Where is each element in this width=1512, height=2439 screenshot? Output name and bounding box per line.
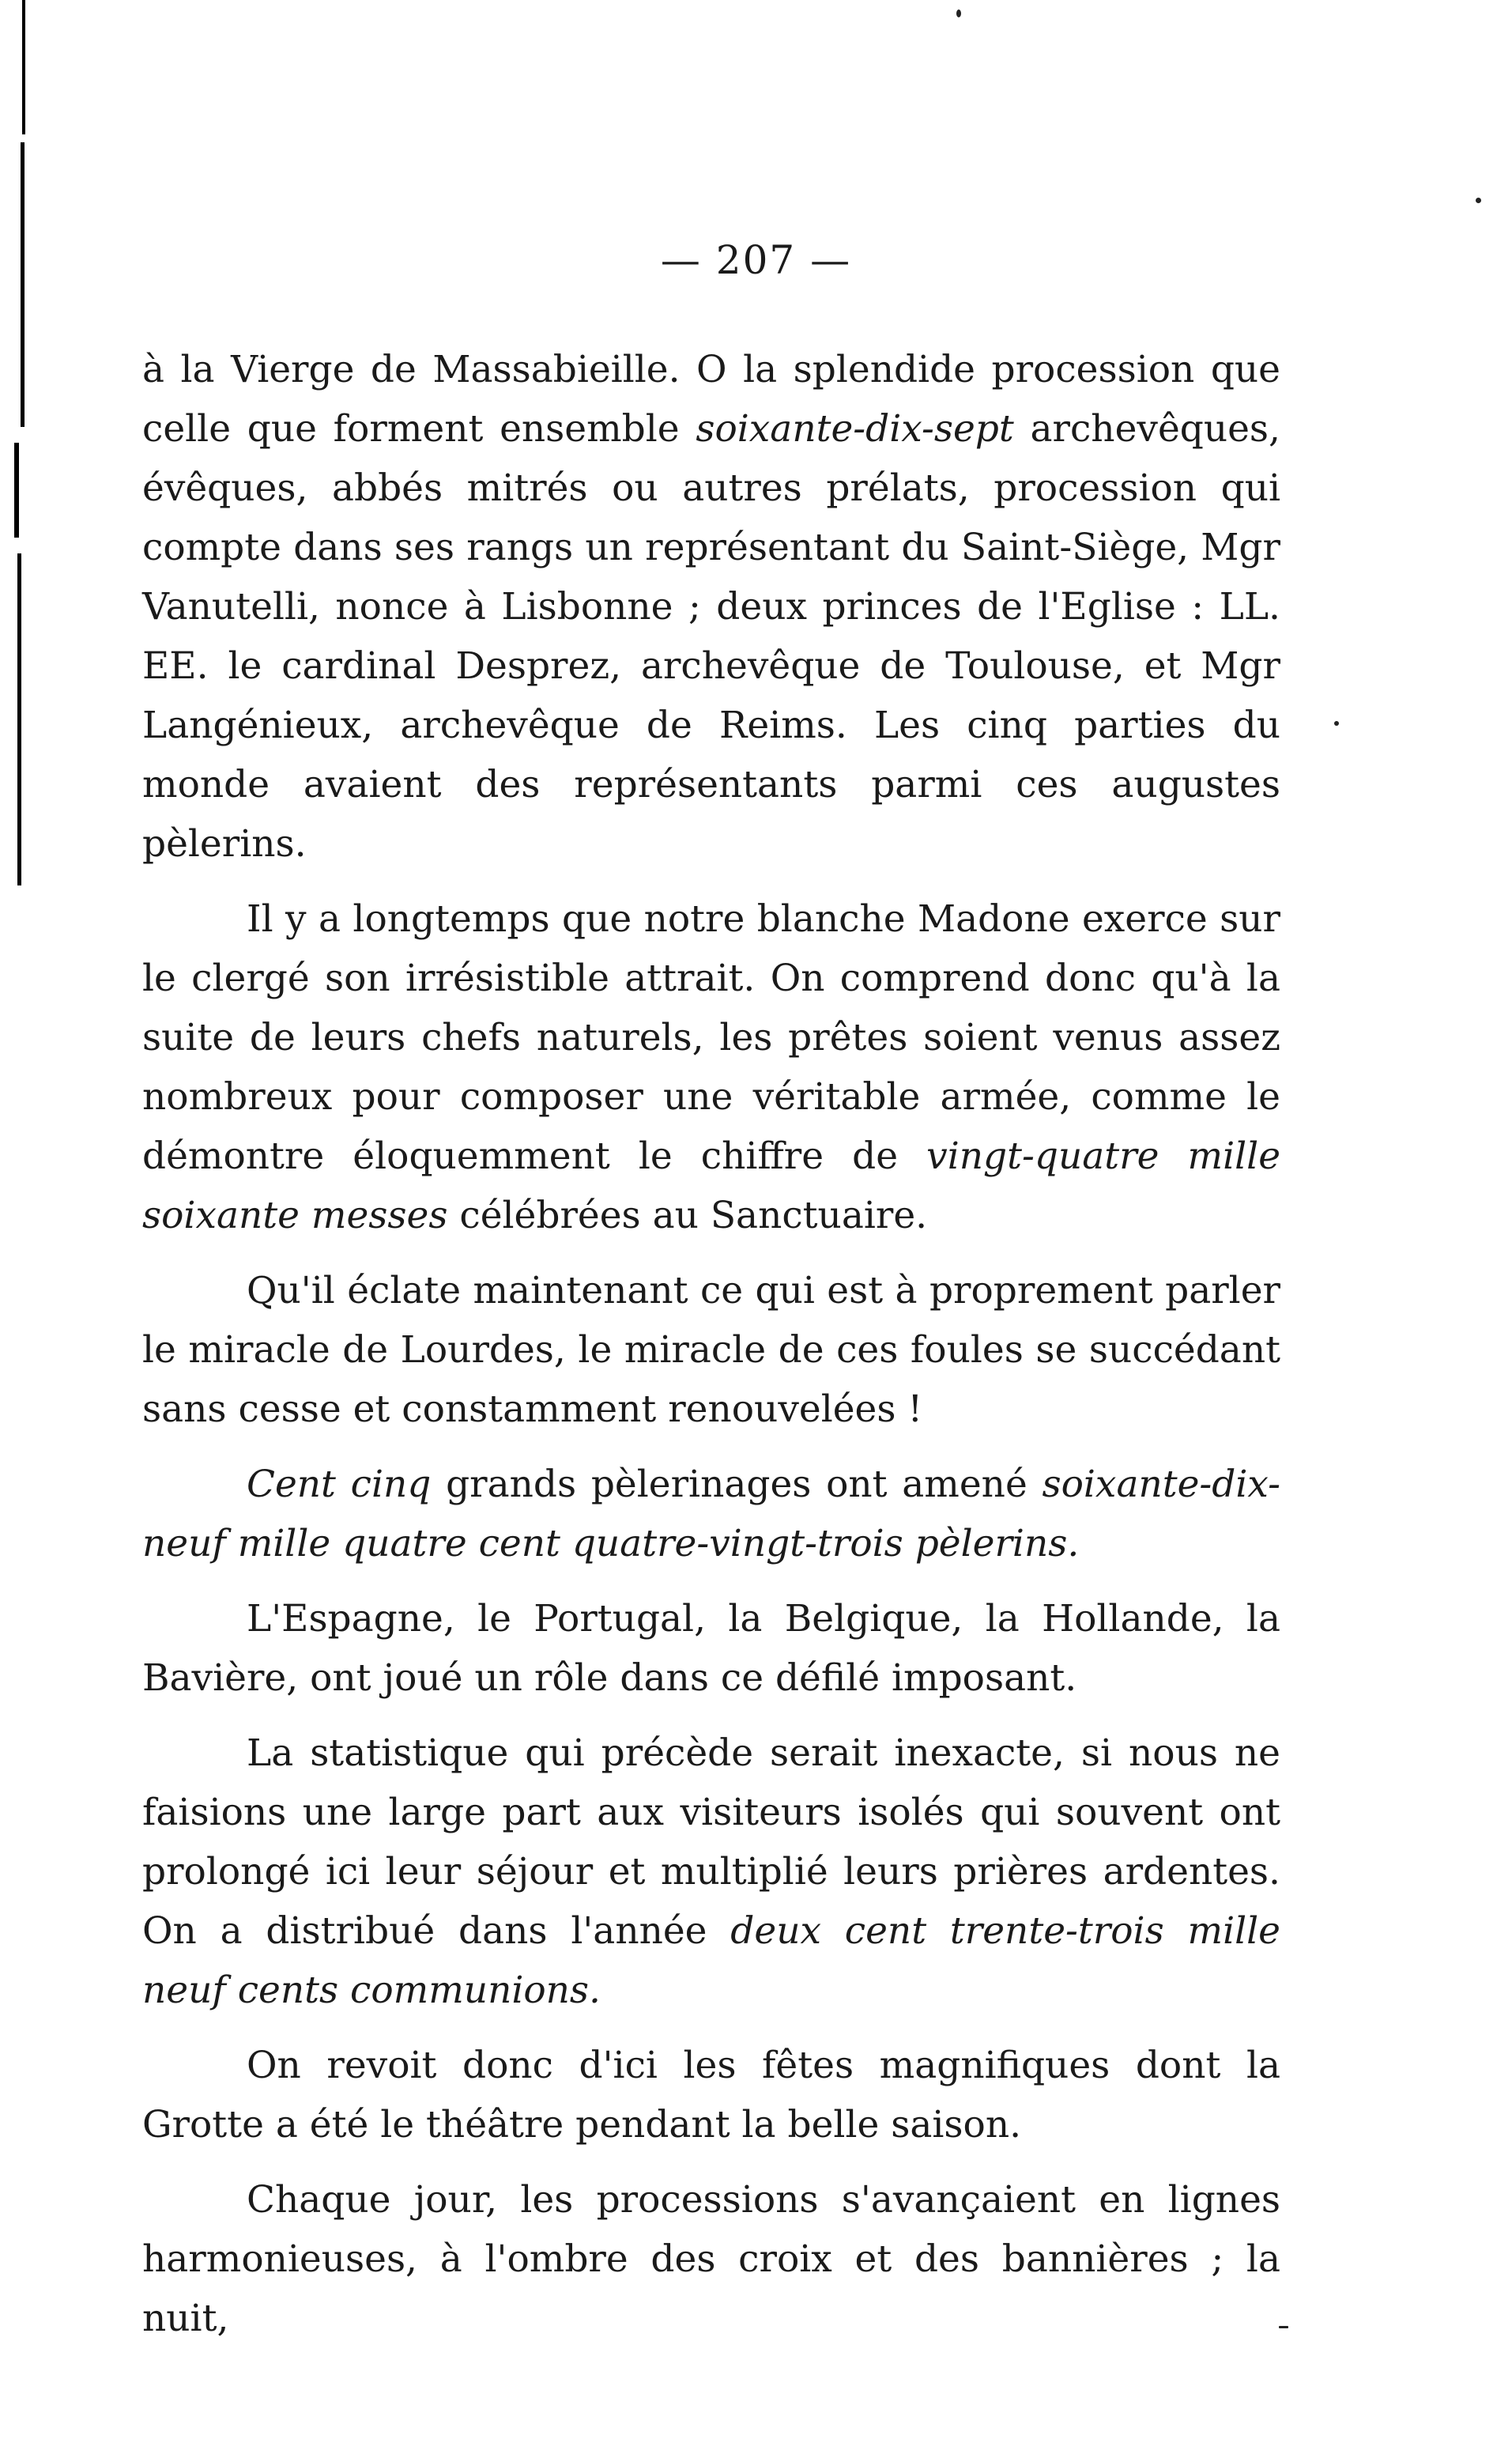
italic-run: vingt-quatre mille soixante messes	[142, 1135, 1281, 1237]
text-run: L'Espagne, le Portugal, la Belgique, la Hollande, la Bavière, ont joué un rôle dans ce défilé imposant.	[142, 1597, 1280, 1700]
paragraph	[142, 1724, 1280, 2020]
text-run: La statistique qui précède serait inexacte, si nous ne faisions une large part aux visiteurs isolés qui souvent ont prolongé ici leur séjour et multiplié leurs prières ardentes. On a distribué dans l'année	[142, 1731, 1280, 1953]
italic-run: soixante-dix-sept	[696, 407, 1014, 451]
italic-run: Cent cinq	[247, 1463, 432, 1506]
italic-run: deux cent trente-trois mille neuf cents communions.	[142, 1909, 1280, 2012]
text-run: archevêques, évêques, abbés mitrés ou autres prélats, procession qui compte dans ses rangs un représentant du Saint-Siège, Mgr Vanutelli, nonce à Lisbonne ; deux princes de l'Eglise : LL. EE. le cardinal Desprez, archevêque de Toulouse, et Mgr Langénieux, archevêque de Reims. Les cinq parties du monde avaient des représentants parmi ces augustes pèlerins.	[142, 407, 1280, 866]
page-number: — 207 —	[660, 237, 852, 283]
paragraph	[142, 1589, 1280, 1708]
text-run: Chaque jour, les processions s'avançaient en lignes harmonieuses, à l'ombre des croix et des bannières ; la nuit,	[142, 2178, 1280, 2340]
paragraph	[142, 340, 1280, 874]
paragraph	[142, 2170, 1280, 2348]
paragraph	[142, 1455, 1280, 1573]
paragraph	[142, 1261, 1280, 1439]
scan-speck	[956, 9, 961, 17]
text-run: célébrées au Sanctuaire.	[447, 1194, 928, 1237]
italic-run: soixante-dix-neuf mille quatre cent quatre-vingt-trois pèlerins.	[142, 1463, 1280, 1565]
text-run: Qu'il éclate maintenant ce qui est à proprement parler le miracle de Lourdes, le miracle de ces foules se succédant sans cesse et constamment renouvelées !	[142, 1269, 1280, 1431]
text-run: à la Vierge de Massabieille. O la splendide procession que celle que forment ensemble	[142, 348, 1280, 451]
text-run: On revoit donc d'ici les fêtes magnifiques dont la Grotte a été le théâtre pendant la belle saison.	[142, 2044, 1280, 2146]
scan-speck	[1334, 721, 1339, 726]
body-text	[142, 340, 1280, 2348]
text-run: grands pèlerinages ont amené	[431, 1463, 1043, 1506]
scan-binding-edge	[8, 0, 32, 988]
text-run: Il y a longtemps que notre blanche Madone exerce sur le clergé son irrésistible attrait. On comprend donc qu'à la suite de leurs chefs naturels, les prêtes soient venus assez nombreux pour composer une véritable armée, comme le démontre éloquemment le chiffre de	[142, 897, 1280, 1178]
paragraph	[142, 2036, 1280, 2154]
scan-speck	[1476, 198, 1481, 203]
paragraph	[142, 889, 1280, 1245]
